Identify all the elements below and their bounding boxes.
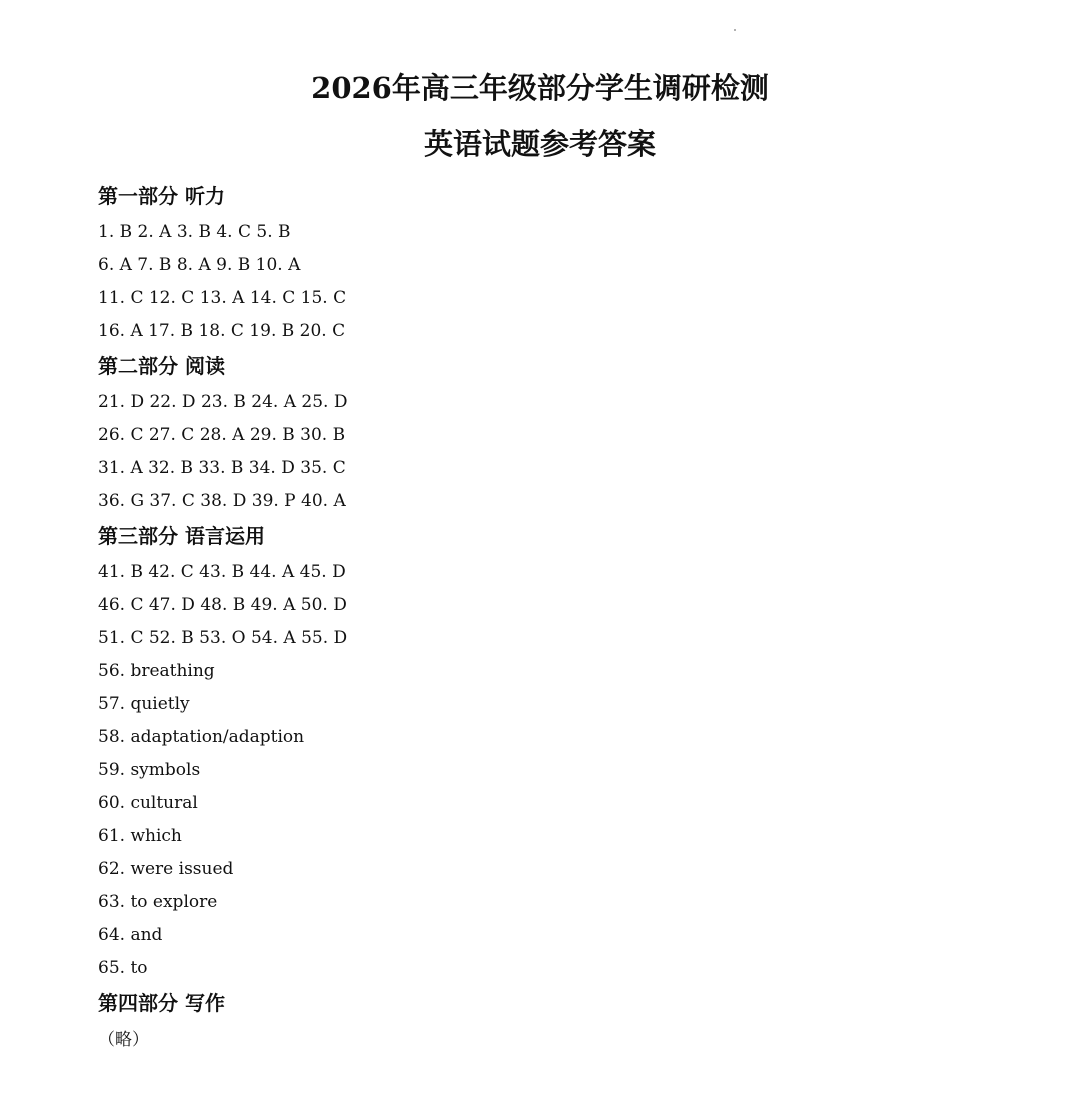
answer-line: 56. breathing — [98, 661, 215, 681]
answer-line: 63. to explore — [98, 892, 218, 912]
answer-line: 11. C 12. C 13. A 14. C 15. C — [98, 288, 347, 308]
section-heading: 第二部分 阅读 — [98, 354, 225, 378]
section-heading: 第四部分 写作 — [98, 991, 225, 1015]
answer-line: 21. D 22. D 23. B 24. A 25. D — [98, 392, 348, 412]
answer-line: 64. and — [98, 925, 163, 945]
section-language-use — [98, 518, 598, 985]
section-heading: 第一部分 听力 — [98, 184, 225, 208]
answer-line: 41. B 42. C 43. B 44. A 45. D — [98, 562, 346, 582]
omitted-note: （略） — [98, 1030, 149, 1050]
answer-line: 62. were issued — [98, 859, 234, 879]
answer-line: 61. which — [98, 826, 182, 846]
answer-line: 51. C 52. B 53. O 54. A 55. D — [98, 628, 348, 648]
document-title: 2026年高三年级部分学生调研检测 — [311, 71, 769, 105]
answer-line: 31. A 32. B 33. B 34. D 35. C — [98, 458, 346, 478]
answer-line: 60. cultural — [98, 793, 198, 813]
answer-line: 1. B 2. A 3. B 4. C 5. B — [98, 222, 291, 242]
scan-speck — [734, 29, 736, 31]
section-heading: 第三部分 语言运用 — [98, 524, 265, 548]
answer-line: 58. adaptation/adaption — [98, 727, 305, 747]
answer-line: 6. A 7. B 8. A 9. B 10. A — [98, 255, 301, 275]
section-writing — [98, 985, 598, 1057]
answer-line: 36. G 37. C 38. D 39. P 40. A — [98, 491, 346, 511]
answer-line: 57. quietly — [98, 694, 190, 714]
section-listening — [98, 178, 598, 348]
answer-line: 65. to — [98, 958, 148, 978]
document-subtitle: 英语试题参考答案 — [423, 127, 656, 161]
section-reading — [98, 348, 598, 518]
answer-line: 16. A 17. B 18. C 19. B 20. C — [98, 321, 346, 341]
answer-line: 26. C 27. C 28. A 29. B 30. B — [98, 425, 346, 445]
answer-line: 59. symbols — [98, 760, 201, 780]
answer-line: 46. C 47. D 48. B 49. A 50. D — [98, 595, 347, 615]
answer-content — [98, 178, 598, 1057]
